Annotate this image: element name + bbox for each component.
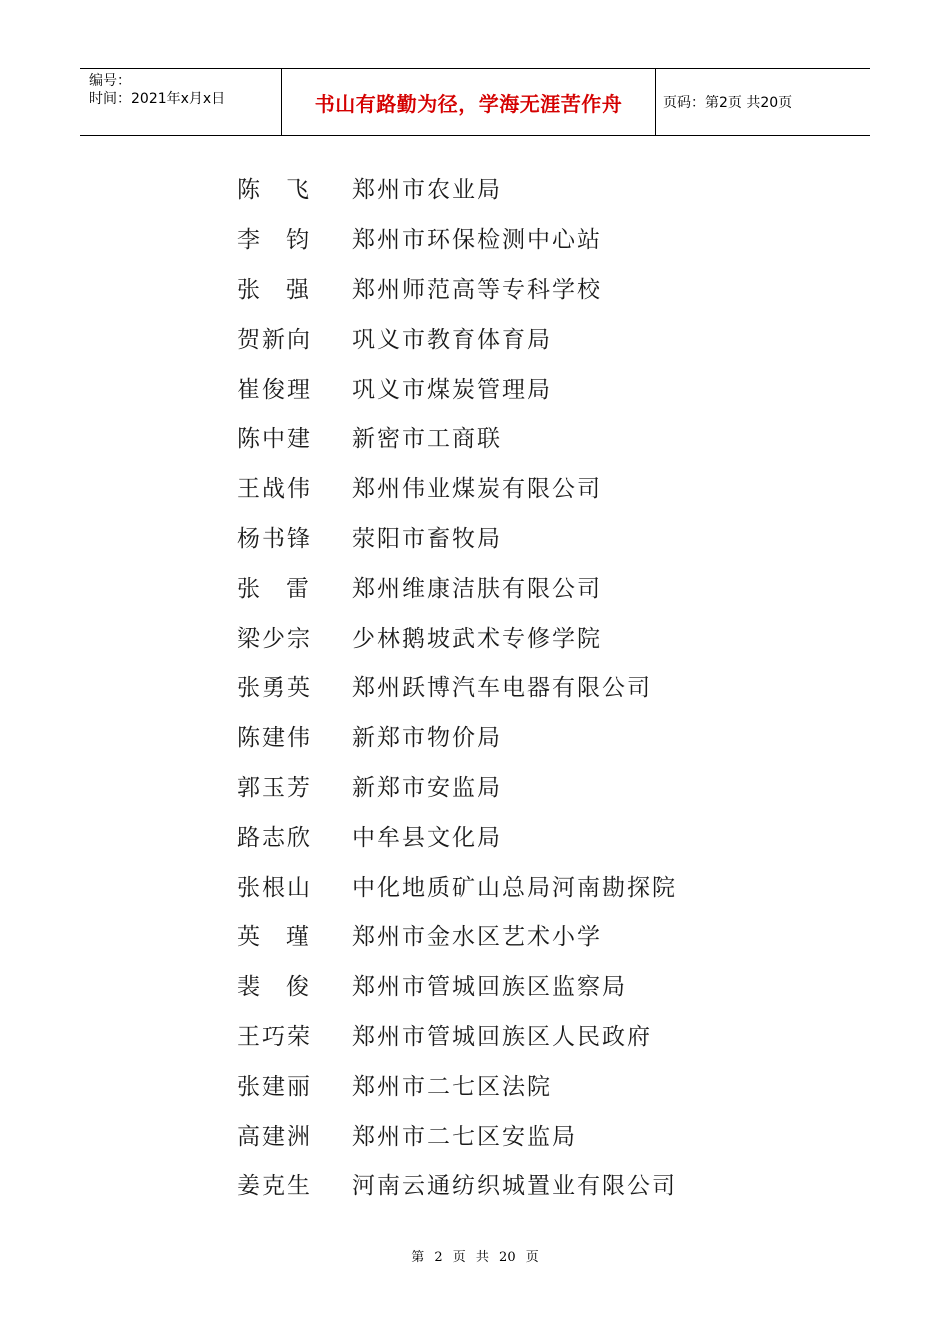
organization-name: 郑州师范高等专科学校 <box>352 276 602 303</box>
organization-name: 河南云通纺织城置业有限公司 <box>352 1173 677 1200</box>
organization-name: 郑州市二七区法院 <box>352 1073 552 1100</box>
person-name: 陈建伟 <box>237 725 312 752</box>
person-name: 张建丽 <box>237 1073 312 1100</box>
person-name: 王巧荣 <box>237 1023 312 1050</box>
person-name: 郭玉芳 <box>237 774 312 801</box>
organization-name: 巩义市煤炭管理局 <box>352 376 552 403</box>
person-name: 张根山 <box>237 874 312 901</box>
document-time-label: 时间：2021年x月x日 <box>89 91 226 107</box>
person-name: 张强 <box>237 276 335 303</box>
organization-name: 郑州市农业局 <box>352 177 502 204</box>
document-number-label: 编号： <box>89 73 131 89</box>
person-name: 陈飞 <box>237 177 335 204</box>
list-item <box>237 1159 677 1209</box>
organization-name: 郑州市金水区艺术小学 <box>352 924 602 951</box>
list-item <box>237 462 677 512</box>
list-item <box>237 810 677 860</box>
person-name: 姜克生 <box>237 1173 312 1200</box>
person-name: 杨书锋 <box>237 525 312 552</box>
page-header <box>80 68 870 136</box>
list-item <box>237 561 677 611</box>
list-item <box>237 860 677 910</box>
person-name: 梁少宗 <box>237 625 312 652</box>
person-name: 陈中建 <box>237 426 312 453</box>
organization-name: 郑州维康洁肤有限公司 <box>352 575 602 602</box>
name-list <box>237 163 677 1209</box>
organization-name: 郑州伟业煤炭有限公司 <box>352 476 602 503</box>
organization-name: 少林鹅坡武术专修学院 <box>352 625 602 652</box>
organization-name: 新密市工商联 <box>352 426 502 453</box>
organization-name: 郑州市管城回族区人民政府 <box>352 1023 652 1050</box>
list-item <box>237 960 677 1010</box>
person-name: 王战伟 <box>237 476 312 503</box>
organization-name: 中牟县文化局 <box>352 824 502 851</box>
person-name: 高建洲 <box>237 1123 312 1150</box>
organization-name: 郑州跃博汽车电器有限公司 <box>352 675 652 702</box>
list-item <box>237 312 677 362</box>
person-name: 英瑾 <box>237 924 335 951</box>
person-name: 崔俊理 <box>237 376 312 403</box>
organization-name: 郑州市环保检测中心站 <box>352 227 602 254</box>
list-item <box>237 661 677 711</box>
header-meta <box>80 69 282 135</box>
list-item <box>237 512 677 562</box>
list-item <box>237 1059 677 1109</box>
list-item <box>237 213 677 263</box>
person-name: 路志欣 <box>237 824 312 851</box>
list-item <box>237 910 677 960</box>
person-name: 李钧 <box>237 227 335 254</box>
list-item <box>237 362 677 412</box>
organization-name: 中化地质矿山总局河南勘探院 <box>352 874 677 901</box>
organization-name: 巩义市教育体育局 <box>352 326 552 353</box>
organization-name: 郑州市二七区安监局 <box>352 1123 577 1150</box>
list-item <box>237 263 677 313</box>
person-name: 张雷 <box>237 575 335 602</box>
list-item <box>237 1109 677 1159</box>
list-item <box>237 711 677 761</box>
organization-name: 荥阳市畜牧局 <box>352 525 502 552</box>
person-name: 贺新向 <box>237 326 312 353</box>
organization-name: 新郑市物价局 <box>352 725 502 752</box>
header-motto: 书山有路勤为径，学海无涯苦作舟 <box>282 69 656 135</box>
person-name: 张勇英 <box>237 675 312 702</box>
header-page-info: 页码：第2页 共20页 <box>663 95 793 111</box>
list-item <box>237 163 677 213</box>
list-item <box>237 412 677 462</box>
list-item <box>237 1010 677 1060</box>
list-item <box>237 611 677 661</box>
list-item <box>237 761 677 811</box>
person-name: 裴俊 <box>237 974 335 1001</box>
organization-name: 郑州市管城回族区监察局 <box>352 974 627 1001</box>
organization-name: 新郑市安监局 <box>352 774 502 801</box>
page-footer: 第 2 页 共 20 页 <box>411 1250 539 1265</box>
